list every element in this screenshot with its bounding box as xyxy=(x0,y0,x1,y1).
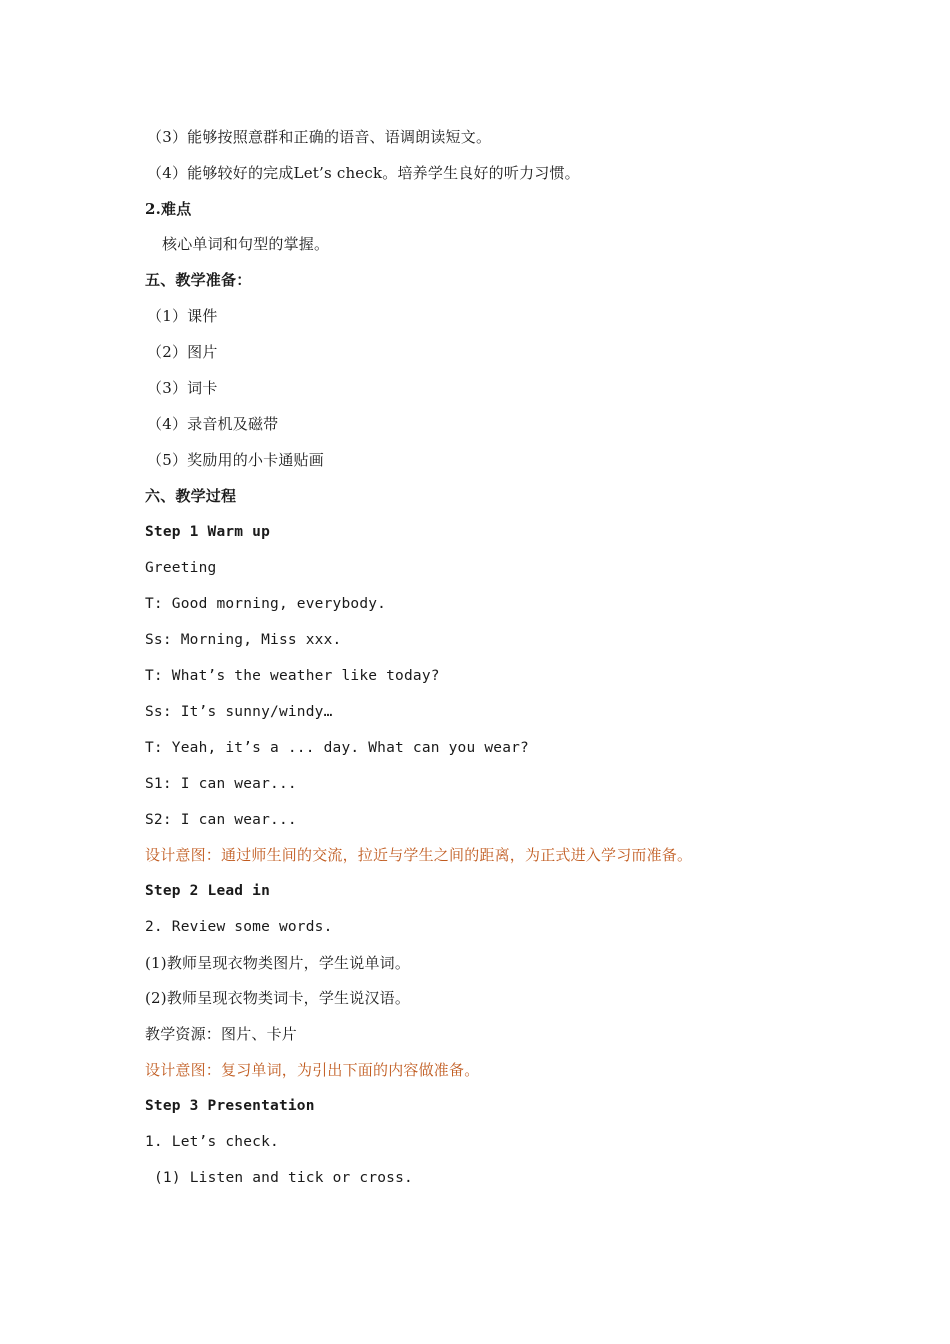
preparation-heading: 五、教学准备： xyxy=(145,271,252,289)
dialogue-line-5: T: Yeah, it’s a ... day. What can you wear? xyxy=(145,740,529,756)
step-3-heading: Step 3 Presentation xyxy=(145,1098,315,1114)
preparation-item-5: （5）奖励用的小卡通贴画 xyxy=(147,451,324,469)
preparation-item-3: （3）词卡 xyxy=(147,379,218,397)
dialogue-line-7: S2: I can wear... xyxy=(145,812,297,828)
review-words: 2. Review some words. xyxy=(145,919,333,935)
difficulty-heading: 2.难点 xyxy=(145,200,192,218)
step-2-heading: Step 2 Lead in xyxy=(145,883,271,899)
step-1-heading: Step 1 Warm up xyxy=(145,524,271,540)
listen-instruction: (1) Listen and tick or cross. xyxy=(154,1170,413,1186)
review-step-2: (2)教师呈现衣物类词卡，学生说汉语。 xyxy=(145,989,411,1007)
difficulty-text: 核心单词和句型的掌握。 xyxy=(162,235,330,253)
objective-4: （4）能够较好的完成Let’s check。培养学生良好的听力习惯。 xyxy=(147,164,580,182)
objective-3: （3）能够按照意群和正确的语音、语调朗读短文。 xyxy=(147,128,492,146)
design-note-1: 设计意图：通过师生间的交流，拉近与学生之间的距离，为正式进入学习而准备。 xyxy=(145,846,693,864)
dialogue-line-3: T: What’s the weather like today? xyxy=(145,668,440,684)
greeting-label: Greeting xyxy=(145,560,217,576)
dialogue-line-2: Ss: Morning, Miss xxx. xyxy=(145,632,342,648)
teaching-resources: 教学资源：图片、卡片 xyxy=(145,1025,298,1043)
review-step-1: (1)教师呈现衣物类图片，学生说单词。 xyxy=(145,954,411,972)
dialogue-line-6: S1: I can wear... xyxy=(145,776,297,792)
preparation-item-4: （4）录音机及磁带 xyxy=(147,415,279,433)
preparation-item-2: （2）图片 xyxy=(147,343,218,361)
design-note-2: 设计意图：复习单词，为引出下面的内容做准备。 xyxy=(145,1061,480,1079)
preparation-item-1: （1）课件 xyxy=(147,307,218,325)
dialogue-line-4: Ss: It’s sunny/windy… xyxy=(145,704,333,720)
process-heading: 六、教学过程 xyxy=(145,487,237,505)
dialogue-line-1: T: Good morning, everybody. xyxy=(145,596,387,612)
lets-check: 1. Let’s check. xyxy=(145,1134,279,1150)
